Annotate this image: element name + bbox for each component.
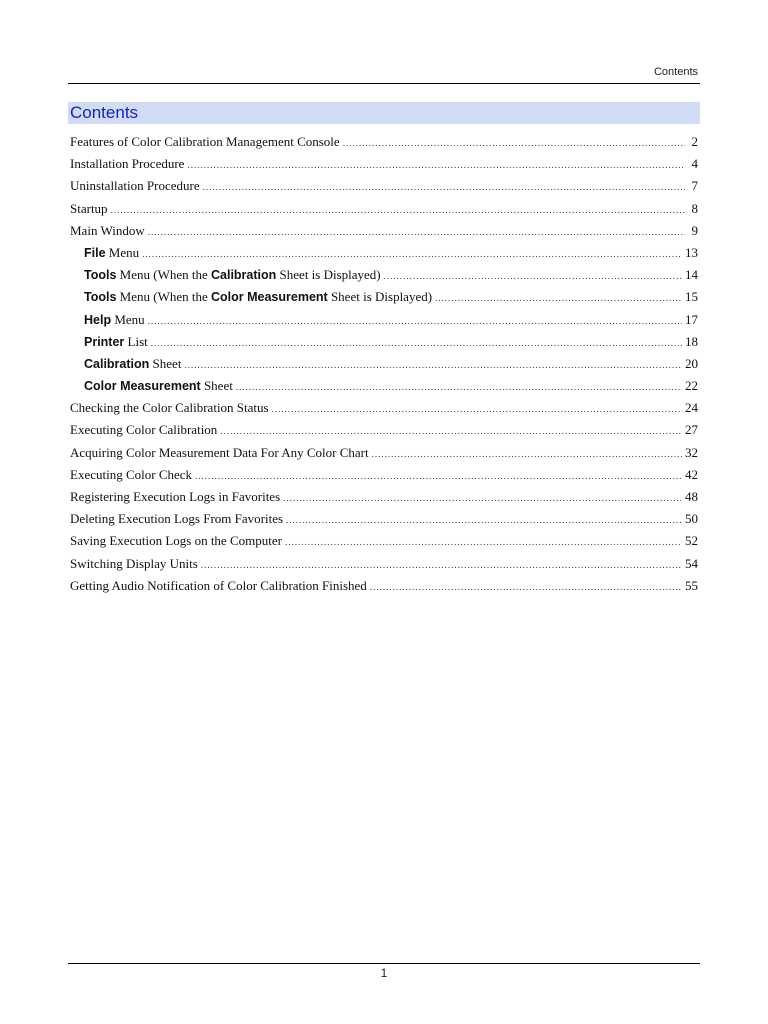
toc-page-number: 17 <box>685 311 698 327</box>
toc-text-segment: Executing Color Calibration <box>70 422 218 438</box>
toc-entry-title <box>70 175 200 197</box>
toc-entry[interactable] <box>70 353 698 375</box>
toc-entry[interactable] <box>70 419 698 441</box>
toc-text-segment: Installation Procedure <box>70 156 185 172</box>
toc-entry-title <box>84 353 181 375</box>
toc-entry-title <box>70 575 367 597</box>
ui-term: Printer <box>84 334 125 349</box>
toc-page-number: 24 <box>685 400 698 416</box>
toc-page-number: 9 <box>691 222 698 238</box>
page-footer <box>68 963 700 980</box>
toc-entry[interactable] <box>70 464 698 486</box>
toc-page-number: 27 <box>685 422 698 438</box>
dot-leader <box>285 531 682 553</box>
ui-term: Calibration <box>211 268 277 283</box>
toc-entry[interactable] <box>70 486 698 508</box>
dot-leader <box>195 465 682 487</box>
dot-leader <box>236 376 682 398</box>
toc-text-segment: Saving Execution Logs on the Computer <box>70 533 282 549</box>
contents-title-bar <box>68 102 700 124</box>
toc-text-segment: Uninstallation Procedure <box>70 178 200 194</box>
dot-leader <box>343 132 685 154</box>
toc-text-segment: Startup <box>70 200 108 216</box>
toc-entry-title <box>84 286 432 308</box>
toc-text-segment: Checking the Color Calibration Status <box>70 400 269 416</box>
dot-leader <box>272 398 682 420</box>
toc-entry-title <box>70 530 282 552</box>
toc-text-segment: List <box>124 333 148 349</box>
page-title: Contents <box>70 103 139 122</box>
dot-leader <box>203 176 685 198</box>
toc-entry[interactable] <box>70 198 698 220</box>
toc-page-number: 15 <box>685 289 698 305</box>
toc-page-number: 32 <box>685 444 698 460</box>
ui-term: File <box>84 245 106 260</box>
toc-entry-title <box>70 198 108 220</box>
toc-entry-title <box>70 419 217 441</box>
dot-leader <box>184 354 682 376</box>
toc-text-segment: Menu (When the <box>116 267 211 283</box>
toc-entry-title <box>70 553 198 575</box>
toc-entry-title <box>84 331 148 353</box>
toc-entry[interactable] <box>70 220 698 242</box>
toc-entry[interactable] <box>70 131 698 153</box>
toc-page-number: 50 <box>685 511 698 527</box>
toc-text-segment: Sheet <box>149 355 182 371</box>
toc-entry[interactable] <box>70 508 698 530</box>
toc-entry-title <box>70 131 340 153</box>
toc-entry[interactable] <box>70 553 698 575</box>
dot-leader <box>283 487 682 509</box>
ui-term: Help <box>84 312 112 327</box>
dot-leader <box>370 576 682 598</box>
toc-text-segment: Deleting Execution Logs From Favorites <box>70 511 284 527</box>
dot-leader <box>220 420 682 442</box>
toc-page-number: 4 <box>691 156 698 172</box>
dot-leader <box>142 243 682 265</box>
toc-entry[interactable] <box>70 331 698 353</box>
toc-page-number: 2 <box>691 134 698 149</box>
toc-page-number: 54 <box>685 555 698 571</box>
toc-page-number: 18 <box>685 333 698 349</box>
toc-entry[interactable] <box>70 153 698 175</box>
toc-text-segment: Getting Audio Notification of Color Calibration Finished <box>70 577 367 593</box>
toc-text-segment: Menu (When the <box>116 289 211 305</box>
toc-entry-title <box>70 442 369 464</box>
dot-leader <box>384 265 682 287</box>
toc-entry-title <box>70 397 269 419</box>
toc-entry[interactable] <box>70 530 698 552</box>
toc-entry-title <box>84 264 381 286</box>
toc-text-segment: Acquiring Color Measurement Data For Any Color Chart <box>70 444 369 460</box>
toc-text-segment: Features of Color Calibration Management Console <box>70 134 340 149</box>
toc-text-segment: Executing Color Check <box>70 466 193 482</box>
toc-text-segment: Menu <box>111 311 145 327</box>
toc-entry[interactable] <box>70 575 698 597</box>
toc-entry-title <box>70 486 280 508</box>
ui-term: Tools <box>84 290 117 305</box>
dot-leader <box>148 310 682 332</box>
toc-page-number: 20 <box>685 355 698 371</box>
toc-entry-title <box>70 464 192 486</box>
toc-page-number: 14 <box>685 267 698 283</box>
toc-entry[interactable] <box>70 175 698 197</box>
dot-leader <box>372 443 682 465</box>
dot-leader <box>435 287 682 309</box>
toc-text-segment: Menu <box>105 244 140 260</box>
toc-entry[interactable] <box>70 397 698 419</box>
dot-leader <box>201 554 682 576</box>
dot-leader <box>187 154 685 176</box>
toc-entry-title <box>84 309 145 331</box>
dot-leader <box>286 509 682 531</box>
toc-text-segment: Sheet <box>200 378 233 394</box>
toc-page-number: 55 <box>685 577 698 593</box>
toc-entry-title <box>84 375 233 397</box>
toc-page-number: 52 <box>685 533 698 549</box>
dot-leader <box>148 221 685 243</box>
toc-page-number: 22 <box>685 378 698 394</box>
toc-text-segment: Sheet is Displayed) <box>327 289 433 305</box>
dot-leader <box>111 199 685 221</box>
toc-entry-title <box>70 508 283 530</box>
toc-page-number: 7 <box>691 178 698 194</box>
toc-text-segment: Registering Execution Logs in Favorites <box>70 489 281 504</box>
table-of-contents <box>70 131 698 597</box>
toc-page-number: 48 <box>685 489 698 504</box>
toc-page-number: 42 <box>685 466 698 482</box>
toc-text-segment: Sheet is Displayed) <box>276 267 381 283</box>
page-header <box>68 66 700 84</box>
ui-term: Color Measurement <box>211 290 328 305</box>
toc-entry[interactable] <box>70 442 698 464</box>
toc-entry-title <box>70 153 184 175</box>
toc-entry[interactable] <box>70 286 698 308</box>
toc-page-number: 13 <box>685 244 698 260</box>
ui-term: Calibration <box>84 356 150 371</box>
running-head: Contents <box>653 66 698 78</box>
dot-leader <box>151 332 682 354</box>
toc-entry[interactable] <box>70 264 698 286</box>
page-number: 1 <box>380 966 388 980</box>
toc-page-number: 8 <box>691 200 698 216</box>
toc-entry[interactable] <box>70 309 698 331</box>
toc-text-segment: Switching Display Units <box>70 555 198 571</box>
toc-entry[interactable] <box>70 242 698 264</box>
ui-term: Color Measurement <box>84 379 201 394</box>
toc-text-segment: Main Window <box>70 222 145 238</box>
toc-entry[interactable] <box>70 375 698 397</box>
ui-term: Tools <box>84 268 117 283</box>
toc-entry-title <box>84 242 139 264</box>
toc-entry-title <box>70 220 145 242</box>
